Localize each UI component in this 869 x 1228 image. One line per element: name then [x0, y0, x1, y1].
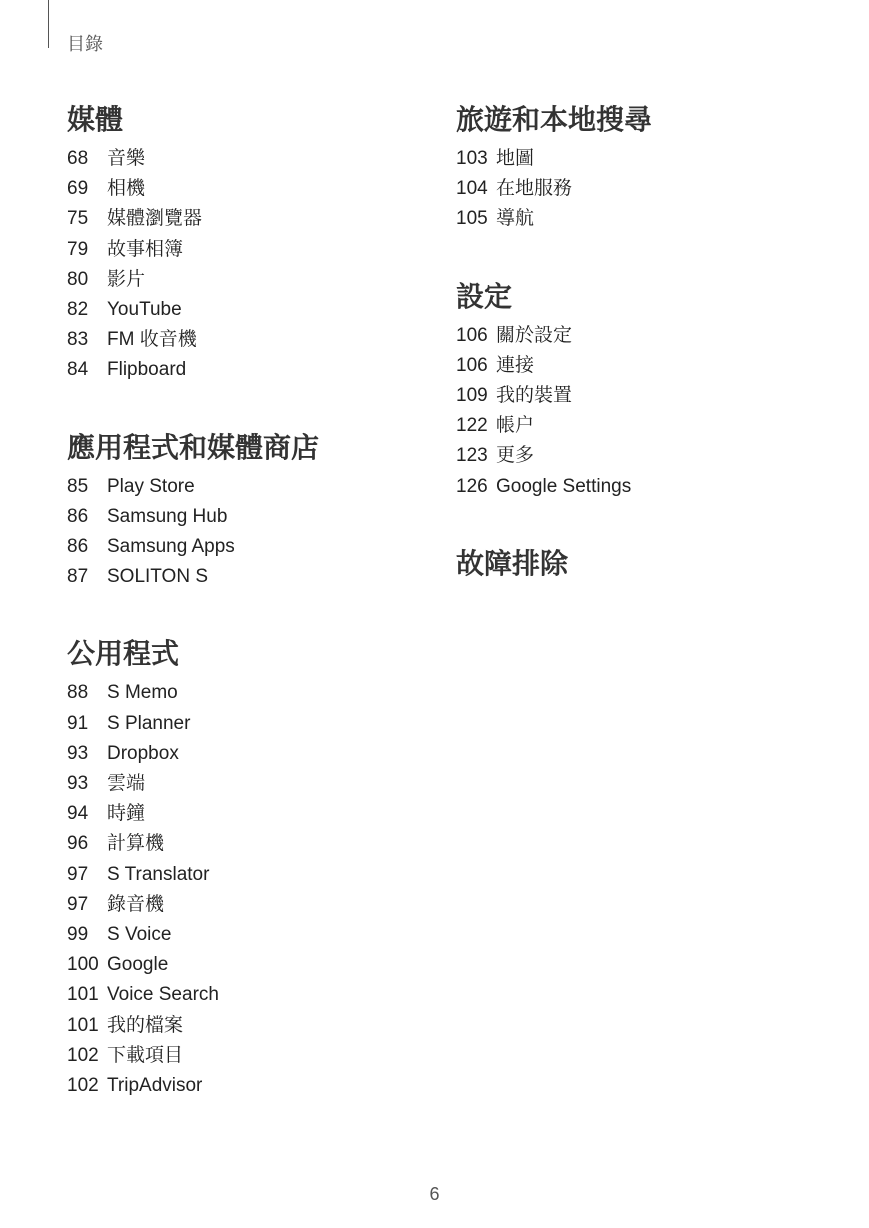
toc-entry[interactable] — [67, 532, 427, 562]
toc-entry[interactable] — [67, 678, 427, 708]
entry-title: 下載項目 — [107, 1044, 184, 1066]
entry-title: 我的裝置 — [496, 385, 573, 407]
toc-entry[interactable] — [67, 562, 427, 592]
entry-title: Voice Search — [107, 984, 219, 1006]
entry-title: YouTube — [107, 299, 182, 321]
toc-entry[interactable] — [67, 295, 427, 325]
toc-entry[interactable] — [67, 1041, 427, 1071]
toc-left-column — [67, 98, 427, 1141]
entry-title: FM 收音機 — [107, 329, 197, 351]
entry-page-number: 83 — [67, 329, 89, 351]
entry-page-number: 93 — [67, 773, 89, 795]
toc-entry[interactable] — [67, 709, 427, 739]
toc-right-column — [456, 98, 816, 626]
entry-title: 故事相簿 — [107, 238, 184, 260]
entry-title: 我的檔案 — [107, 1014, 184, 1036]
page-number: 6 — [429, 1184, 440, 1204]
entry-page-number: 86 — [67, 505, 89, 527]
entry-title: 時鐘 — [107, 803, 146, 825]
toc-entry[interactable] — [67, 739, 427, 769]
entry-title: 更多 — [496, 445, 535, 467]
page-header-label: 目錄 — [67, 34, 103, 54]
entry-page-number: 94 — [67, 803, 89, 825]
toc-entry[interactable] — [67, 1071, 427, 1101]
toc-section — [67, 632, 427, 1101]
entry-title: 雲端 — [107, 773, 146, 795]
toc-section — [456, 275, 816, 502]
entry-title: S Planner — [107, 712, 191, 734]
entry-page-number: 79 — [67, 238, 89, 260]
entry-page-number: 69 — [67, 178, 89, 200]
toc-entry[interactable] — [456, 144, 816, 174]
toc-entry-list — [67, 472, 427, 593]
entry-title: 連接 — [496, 354, 535, 376]
entry-page-number: 85 — [67, 475, 89, 497]
entry-title: 相機 — [107, 178, 146, 200]
toc-entry[interactable] — [67, 920, 427, 950]
entry-page-number: 96 — [67, 833, 89, 855]
toc-section — [456, 542, 816, 586]
toc-entry[interactable] — [67, 950, 427, 980]
entry-title: 帳户 — [496, 415, 535, 437]
entry-page-number: 80 — [67, 268, 89, 290]
entry-page-number: 99 — [67, 924, 89, 946]
entry-page-number: 102 — [67, 1075, 99, 1097]
toc-entry[interactable] — [67, 890, 427, 920]
entry-page-number: 91 — [67, 712, 89, 734]
entry-page-number: 87 — [67, 566, 89, 588]
entry-page-number: 109 — [456, 385, 488, 407]
entry-page-number: 93 — [67, 742, 89, 764]
entry-title: SOLITON S — [107, 566, 209, 588]
entry-title: 影片 — [107, 268, 146, 290]
toc-entry[interactable] — [67, 204, 427, 234]
entry-title: Flipboard — [107, 359, 187, 381]
toc-entry[interactable] — [67, 325, 427, 355]
entry-title: Google — [107, 954, 169, 976]
toc-entry[interactable] — [67, 174, 427, 204]
entry-title: Play Store — [107, 475, 195, 497]
section-title: 應用程式和媒體商店 — [67, 431, 320, 463]
entry-page-number: 106 — [456, 324, 488, 346]
entry-page-number: 88 — [67, 682, 89, 704]
entry-page-number: 106 — [456, 354, 488, 376]
toc-entry[interactable] — [67, 472, 427, 502]
entry-page-number: 104 — [456, 178, 488, 200]
toc-entry-list — [67, 678, 427, 1101]
entry-page-number: 100 — [67, 954, 99, 976]
toc-entry[interactable] — [456, 381, 816, 411]
toc-entry[interactable] — [456, 411, 816, 441]
entry-page-number: 86 — [67, 536, 89, 558]
section-title: 旅遊和本地搜尋 — [456, 104, 653, 135]
entry-page-number: 122 — [456, 415, 488, 437]
toc-entry[interactable] — [456, 441, 816, 471]
entry-page-number: 97 — [67, 893, 89, 915]
entry-title: Samsung Hub — [107, 505, 228, 527]
entry-page-number: 103 — [456, 148, 488, 169]
entry-title: Samsung Apps — [107, 536, 235, 558]
entry-title: 地圖 — [496, 148, 535, 169]
entry-page-number: 105 — [456, 208, 488, 230]
toc-entry[interactable] — [456, 321, 816, 351]
entry-page-number: 123 — [456, 445, 488, 467]
section-title: 公用程式 — [67, 638, 180, 670]
entry-page-number: 75 — [67, 208, 89, 230]
entry-title: 關於設定 — [496, 324, 573, 346]
toc-entry-list — [67, 144, 427, 386]
entry-page-number: 102 — [67, 1044, 99, 1066]
toc-entry[interactable] — [67, 144, 427, 174]
toc-entry[interactable] — [456, 174, 816, 204]
entry-page-number: 82 — [67, 299, 89, 321]
toc-entry[interactable] — [456, 351, 816, 381]
entry-page-number: 97 — [67, 863, 89, 885]
toc-entry[interactable] — [67, 502, 427, 532]
toc-entry[interactable] — [67, 799, 427, 829]
entry-title: 在地服務 — [496, 178, 573, 200]
entry-page-number: 84 — [67, 359, 89, 381]
entry-title: S Memo — [107, 682, 178, 704]
toc-section — [67, 426, 427, 593]
entry-page-number: 68 — [67, 148, 89, 169]
toc-section — [456, 98, 816, 235]
toc-entry-list — [456, 144, 816, 235]
entry-title: TripAdvisor — [107, 1075, 203, 1097]
toc-entry[interactable] — [67, 860, 427, 890]
entry-title: S Translator — [107, 863, 210, 885]
toc-section — [67, 98, 427, 386]
entry-page-number: 126 — [456, 475, 488, 497]
toc-entry[interactable] — [67, 265, 427, 295]
entry-page-number: 101 — [67, 1014, 99, 1036]
toc-entry[interactable] — [456, 472, 816, 502]
toc-entry[interactable] — [67, 980, 427, 1010]
entry-title: 導航 — [496, 208, 535, 230]
section-title: 設定 — [456, 280, 513, 312]
toc-entry[interactable] — [67, 235, 427, 265]
entry-title: 媒體瀏覽器 — [107, 208, 203, 230]
section-title: 故障排除 — [456, 547, 569, 579]
entry-title: 錄音機 — [107, 893, 165, 915]
toc-entry[interactable] — [67, 1011, 427, 1041]
toc-entry[interactable] — [67, 355, 427, 385]
entry-title: 計算機 — [107, 833, 165, 855]
section-title: 媒體 — [67, 104, 124, 135]
entry-title: Google Settings — [496, 475, 632, 497]
toc-entry[interactable] — [456, 204, 816, 234]
header-divider — [48, 0, 49, 48]
entry-title: S Voice — [107, 924, 172, 946]
toc-entry[interactable] — [67, 769, 427, 799]
entry-page-number: 101 — [67, 984, 99, 1006]
toc-entry-list — [456, 321, 816, 502]
entry-title: 音樂 — [107, 148, 146, 169]
toc-entry[interactable] — [67, 829, 427, 859]
entry-title: Dropbox — [107, 742, 179, 764]
